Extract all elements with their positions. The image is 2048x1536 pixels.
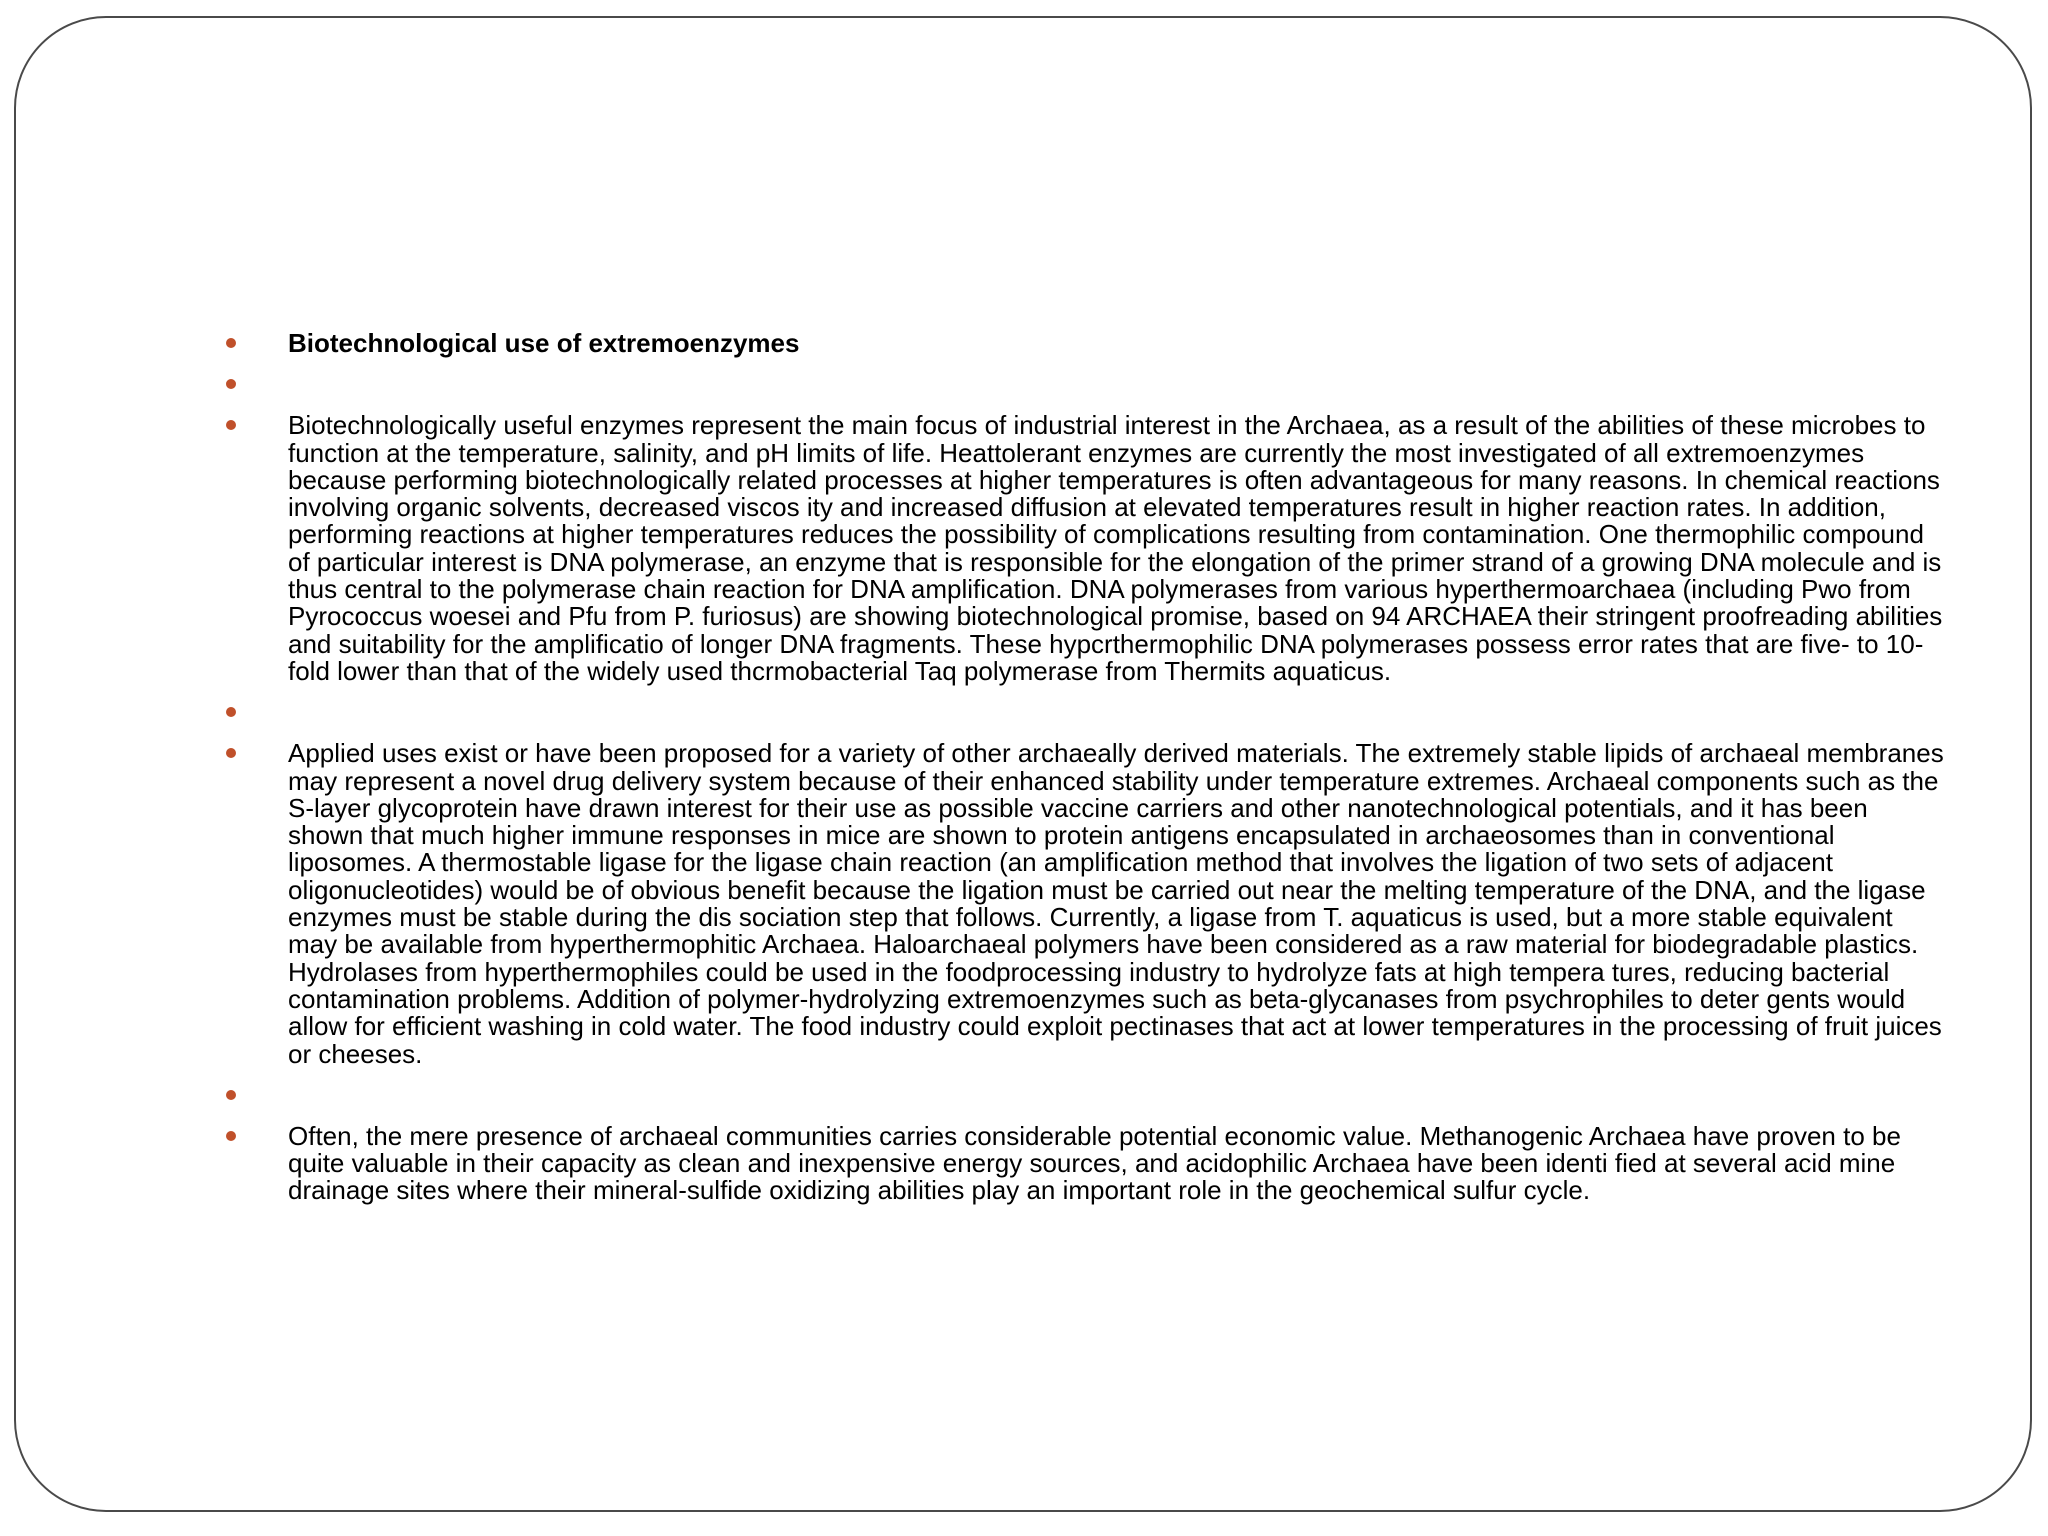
list-item-heading bbox=[226, 330, 1946, 357]
bullet-icon bbox=[226, 371, 238, 398]
list-item-paragraph-2 bbox=[226, 740, 1946, 1068]
list-item-paragraph-1 bbox=[226, 412, 1946, 685]
bullet-icon bbox=[226, 699, 238, 726]
paragraph-2: Applied uses exist or have been proposed for a variety of other archaeally derived materials. The extremely stable lipids of archaeal membranes may represent a novel drug delivery system because of their enhanced stability under temperature extremes. Archaeal components such as the S-layer glycoprotein have drawn interest for their use as possible vaccine carriers and other nanotechnological potentials, and it has been shown that much higher immune responses in mice are shown to protein antigens encapsulated in archaeosomes than in conventional liposomes. A thermostable ligase for the ligase chain reaction (an amplification method that involves the ligation of two sets of adjacent oligonucleotides) would be of obvious benefit because the ligation must be carried out near the melting temperature of the DNA, and the ligase enzymes must be stable during the dis sociation step that follows. Currently, a ligase from T. aquaticus is used, but a more stable equivalent may be available from hyperthermophitic Archaea. Haloarchaeal polymers have been considered as a raw material for biodegradable plastics. Hydrolases from hyperthermophiles could be used in the foodprocessing industry to hydrolyze fats at high tempera tures, reducing bacterial contamination problems. Addition of polymer-hydrolyzing extremoenzymes such as beta-glycanases from psychrophiles to deter gents would allow for efficient washing in cold water. The food industry could exploit pectinases that act at lower temperatures in the processing of fruit juices or cheeses. bbox=[288, 738, 1944, 1069]
paragraph-1: Biotechnologically useful enzymes represent the main focus of industrial interest in the Archaea, as a result of the abilities of these microbes to function at the temperature, salinity, and pH limits of life. Heattolerant enzymes are currently the most investigated of all extremoenzymes because performing biotechnologically related processes at higher temperatures is often advantageous for many reasons. In chemical reactions involving organic solvents, decreased viscos ity and increased diffusion at elevated temperatures result in higher reaction rates. In addition, performing reactions at higher temperatures reduces the possibility of complications resulting from contamination. One thermophilic compound of particular interest is DNA polymerase, an enzyme that is responsible for the elongation of the primer strand of a growing DNA molecule and is thus central to the polymerase chain reaction for DNA amplification. DNA polymerases from various hyperthermoarchaea (including Pwo from Pyrococcus woesei and Pfu from P. furiosus) are showing biotechnological promise, based on 94 ARCHAEA their stringent proofreading abilities and suitability for the amplificatio of longer DNA fragments. These hypcrthermophilic DNA polymerases possess error rates that are five- to 10-fold lower than that of the widely used thcrmobacterial Taq polymerase from Thermits aquaticus. bbox=[288, 410, 1943, 686]
list-item-empty bbox=[226, 1082, 1946, 1109]
bullet-icon bbox=[226, 412, 238, 439]
bullet-icon bbox=[226, 740, 238, 767]
list-item-paragraph-3 bbox=[226, 1120, 1946, 1206]
paragraph-3: Often, the mere presence of archaeal communities carries considerable potential economic value. Methanogenic Archaea have proven to be quite valuable in their capacity as clean and inexpensive energy sources, and acidophilic Archaea have been identi fied at several acid mine drainage sites where their mineral-sulfide oxidizing abilities play an important role in the geochemical sulfur cycle. bbox=[288, 1120, 1901, 1206]
list-item-empty bbox=[226, 371, 1946, 398]
bullet-icon bbox=[226, 1123, 238, 1150]
heading: Biotechnological use of extremoenzymes bbox=[288, 328, 800, 358]
bullet-icon bbox=[226, 330, 238, 357]
list-item-empty bbox=[226, 699, 1946, 726]
bullet-icon bbox=[226, 1082, 238, 1109]
bullet-list bbox=[226, 330, 1946, 1205]
